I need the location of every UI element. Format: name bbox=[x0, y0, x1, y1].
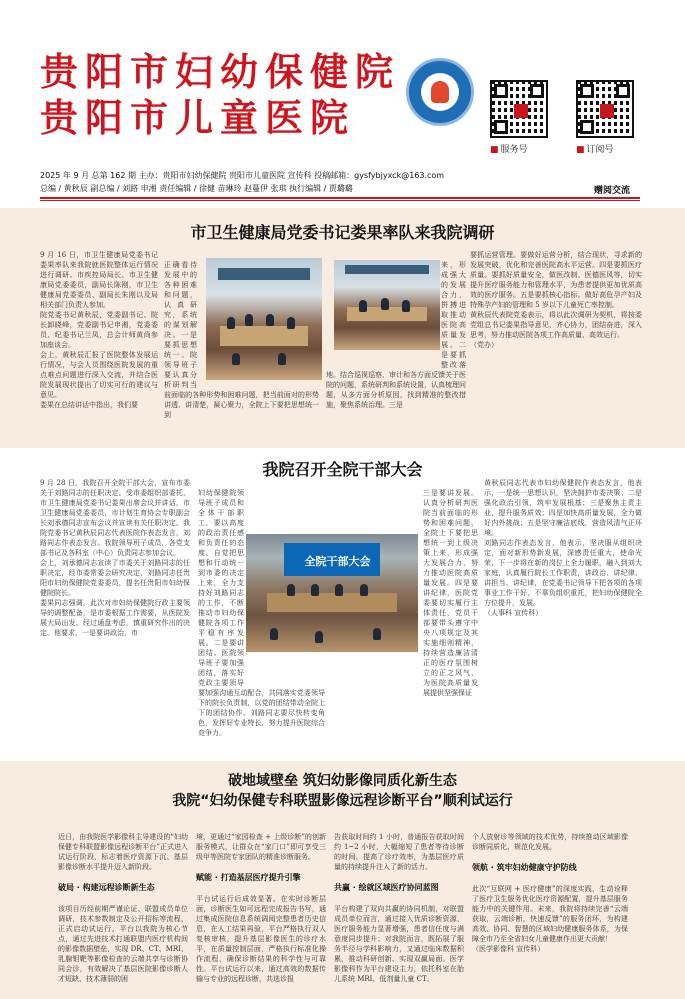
article3-col4: 个人放射诊等领域的技术优势，持续推动区域影像诊断同质化、规范化发展。 领航 · 筑牢妇幼健康守护防线 此次“互联网 + 医疗健康”的深度实践，生动诠释了医疗卫生服务优化医疗资源配置，提升基层服务能力中的关键作用。未来，我院将持续完善“云端获取，云端诊断，快速反馈”的服务闭环，为构建高效、协同、智慧的区域妇幼健康服务体系，为保障全市乃至全省妇女儿童健康作出更大贡献！ （医学影像科 宣传科） bbox=[472, 833, 628, 953]
article1-col4: 要抓运营管理。要做好运营分析，结合现状，寻求新的发展突破，优化和完善医院高水平运营。四是要抓医疗质量。要抓好质量安全，做医改制、医德医风等，切实提升医疗服务能力和管理水平，为患者提供更加优质高效的医疗服务。五是要抓核心指标。做好高危孕产妇及特殊孕产妇的管理和 5 岁以下儿童死亡率控制。 黄秋辰代表院党委表示，将以此次调研为契机，将按委党组总书记娄果指导意见，齐心协力，团结奋进，深入思考，努力推动医院各项工作高质量、高效运行。 （党办） bbox=[470, 251, 642, 349]
article3-sub1: 破局 · 构建远程诊断新生态 bbox=[58, 883, 155, 892]
article3-col1: 近日，由我院医学影像科主导建设的“妇幼保健专科联盟影像远程诊断平台”正式进入试运行阶段，标志着医疗资源下沉、基层影像诊断水平提升迈入新阶段。 破局 · 构建远程诊断新生态 该项目历经前期严谨论证、联盟成员单位调研，技术参数制定及公开招标等流程，正式启动试运行。平台以我院为核心节点，通过先进技术打通联盟内医疗机构间的影像数据壁垒，实现 DR、CT、MRI、乳腺钼靶等影像检查的云端共享与诊断协同会诊，有效解决了基层医院影像诊断人才短缺、技术薄弱的困 bbox=[58, 833, 188, 983]
header-divider bbox=[40, 197, 640, 199]
article3-sub4: 领航 · 筑牢妇幼健康守护防线 bbox=[472, 863, 577, 872]
subscription-qr-label: ■ 订阅号 bbox=[576, 142, 614, 155]
article1-photo2 bbox=[334, 260, 440, 350]
masthead-title-line2: 贵阳市儿童医院 bbox=[40, 95, 356, 140]
article3-sub3: 共赢 · 绘就区域医疗协同蓝图 bbox=[334, 883, 439, 892]
article2-col4: 黄秋辰同志代表市妇幼保健院作表态发言，他表示，一是统一思想认识，坚决拥护市委决策；二是强化政治引领，筑牢发展根基；三是聚焦主责主业，提升服务质效；四是加快高质量发展，全力做好内外挑战；五是坚守廉洁底线，营造风清气正环境。 刘路同志作表态发言，他表示，坚决服从组织决定，面对新形势新发展，深感责任重大，使命光荣，下一步将在新的岗位上全力履职，融入到刘大家庭，认真履行院长工作职责，讲政治、讲纪律、讲担当、讲纪律，在党委书记领导下把各项的各项事业工作干好，不辜负组织重托，把妇幼保健院全方位提升，发展。 （人事科 宣传科） bbox=[484, 479, 642, 617]
article1-photo bbox=[206, 258, 322, 380]
article3-col2: 境，更通过“家园检查 + 上级诊断”的创新服务模式，让群众在“家门口”即可享受三级甲等医院专家团队的精准诊断服务。 赋能 · 打造基层医疗提升引擎 平台试运行后成效显著。在实时诊断层面，诊断医生如可远程完成报告书写，通过集成医院信息系统调阅完整患者历史信息，在人工结果再验，平台严格执行双人复核审核，提升基层影像医生的诊疗水平，在质量控制层面，严格执行标准化操作流程，确保诊断结果的科学性与可靠性。平台试运行以来，通过高效的数据传输与专业的远程诊断，共选诊报 bbox=[196, 833, 326, 983]
service-qr-code bbox=[490, 80, 548, 138]
article1-col2: 正确看待发展中的各种困难和问题，认真研究，系统的谋划解决。一是要抓思想统一。院领导班子要认真分析研判当前面临的各种形势和困难问题，把当前面对的形势讲透、讲清楚，凝心聚力，全院上下要把思想统一到 bbox=[164, 261, 319, 419]
hospital-logo-icon bbox=[406, 58, 474, 126]
article3-headline-line1: 破地域壁垒 筑妇幼影像同质化新生态 bbox=[228, 773, 457, 789]
complimentary-label: 赠阅交流 bbox=[594, 186, 631, 196]
article2-col3: 三是要讲发展。认真分析研判医院当前面临的形势和困难问题，全院上下要把思想统一到上级决策上来，形成强大发展合力，努力推动医院高质量发展。四是要讲纪律，医院党委要切实履行主体责任，党员干部要带头遵守中央八项规定及其实施细则精神，持续营造廉洁清正的医疗氛围树立的正之风气，为医院高质量发展提供坚强保证 bbox=[423, 489, 478, 697]
article3-sub2: 赋能 · 打造基层医疗提升引擎 bbox=[196, 873, 301, 882]
header-divider-thin bbox=[40, 200, 640, 201]
masthead-title-line1: 贵阳市妇幼保健院 bbox=[40, 49, 401, 94]
subscription-qr-code bbox=[576, 80, 634, 138]
article1-col1: 9 月 16 日，市卫生健康局党委书记娄果率队来我院就医院整体运行情况进行调研。市疾控局局长、市卫生健康局党委委员，副局长陈刚，市卫生健康局党委委员、副局长朱刚以及局相关部门负责人参加。 院党委书记黄秋辰，党委副书记、院长卸晓峰，党委副书记申湘，党委委员、纪委书记兰凤，总会计师黄尚参加座谈会。 会上，黄秋辰汇报了医院整体发展运行情况，与会人员围绕医院发展的重点难点问题进行深入交流，并结合医院发展现状提出了切实可行的建议与意见。 娄果在总结讲话中指出，我们要 bbox=[40, 251, 158, 409]
article2-screen-text: 全院干部大会 bbox=[304, 554, 371, 568]
article3-col3: 告获取时间约 1 小时，普通报告获取时间约 1~2 小时，大幅缩短了患者等待诊断的时间，提高了诊疗效率，为基层医疗质量的持续提升注入了新的活力。 共赢 · 绘就区域医疗协同蓝图 平台构建了双向共赢的协同机制，对联盟成员单位而言，通过接入优质诊断资源，医疗服务能力显著增强，患者信任度与满意度同步提升；对我院而言，既拓展了服务半径与学科影响力，又通过临床数据积累，推动科研创新、实现双赢局面。医学影像科作为平台建设主力，依托科室在胎儿系统 MRI、低剂量儿童 CT、 bbox=[334, 833, 464, 983]
masthead bbox=[0, 0, 685, 160]
article1-col3: 来，形成强大的发展合力，拼搏进取推动医院高质量发展。二是要抓整改落地。结合巡视巡察、审计和各方面反馈关于医院的问题，系统研判和系统设置，认真梳理问题，从多方面分析原因，找到精准的整改措施，聚焦系统治理。三是 bbox=[326, 261, 466, 409]
service-qr-label: ■ 服务号 bbox=[490, 142, 528, 155]
article2-col2: 妇幼保健院领导班子成员和全体干部职工，要以高度的政治责任感和负责任的态度，自觉把思想和行动统一到市委的决定上来，全力支持好刘路同志的工作，不断推动市妇幼保健院各项工作平稳有序发展。二是要讲团结。医院领导班子要加强团结，落实好党政主要领导要加强沟通互动配合，共同落实党委领导下的院长负责制，以党的团结带动全院上下的团结协作。刘路同志要尽快转变角色，发挥好专业特长，努力提升医院综合竞争力。 bbox=[198, 489, 325, 737]
article2-headline: 我院召开全院干部大会 bbox=[262, 460, 423, 479]
article2-col1: 9 月 28 日，我院召开全院干部大会，宣布市委关于刘路同志的任职决定。受市委组织部委托，市卫生健康局党委书记娄果出席会议并讲话，市卫生健康局党委委员，市计划生育协会专职副会长刘承德同志宣布会议并宣读有关任职决定。我院党委书记黄秋辰同志代表医院作表态发言，刘路同志作表态发言。我院领导班子成员，各党支部书记及各科室（中心）负责同志参加会议。 会上，刘承德同志宣读了市委关于刘路同志的任职决定，经市委常委会研究决定，刘路同志任贵阳市妇幼保健院党委委员，提名任贵阳市妇幼保健院院长。 娄果同志强调，此次对市妇幼保健院行政主要领导的调整配备，是市委根据工作需要，从医院发展大局出发，经过通盘考虑，慎重研究作出的决定。他要求，一是要讲政治，市 bbox=[40, 479, 190, 637]
issue-info: 2025 年 9 月 总第 162 期 主办：贵阳市妇幼保健院 贵阳市儿童医院 宣传科 投稿邮箱：gysfybjyxck@163.com bbox=[40, 171, 445, 180]
article1-headline: 市卫生健康局党委书记娄果率队来我院调研 bbox=[190, 223, 495, 242]
article3-headline-line2: 我院“妇幼保健专科联盟影像远程诊断平台”顺利试运行 bbox=[172, 793, 513, 809]
editorial-staff: 总编 / 黄秋辰 副总编 / 刘路 申湘 责任编辑 / 徐健 苗琳玲 赵蔓伊 张琪 执行编辑 / 贾璐璐 bbox=[40, 184, 353, 193]
